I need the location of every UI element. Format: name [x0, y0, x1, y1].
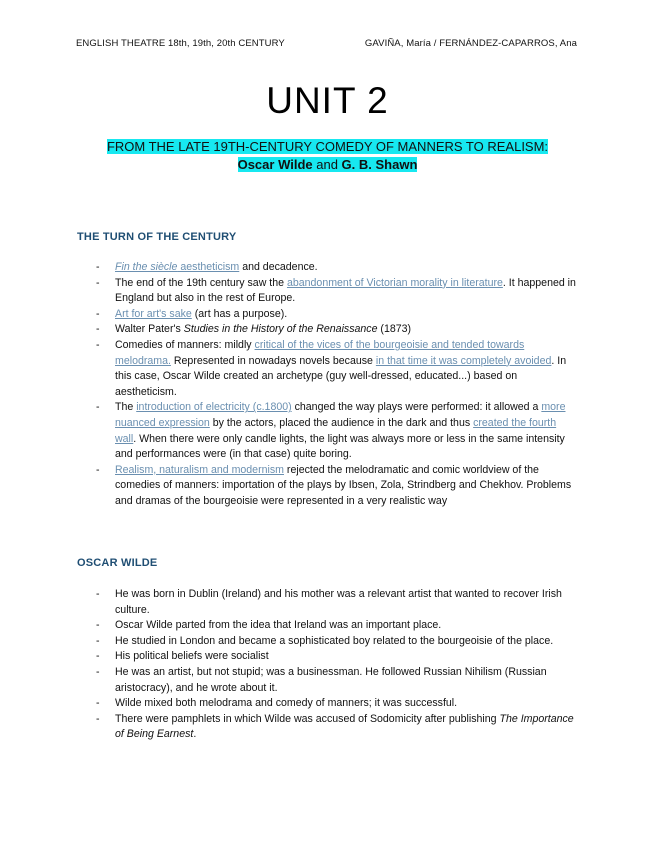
- author-shaw: G. B. Shawn: [341, 157, 418, 172]
- link-more-nuanced-expression[interactable]: more nuanced expression: [115, 401, 566, 429]
- item-text: rejected the melodramatic and comic worldview of the comedies of manners: importation of the plays by Ibsen, Zola, Strindberg and Chekhov. Problems and dramas of the bourgeoisie were represented in a very realistic way: [115, 463, 572, 507]
- item-text: Walter Pater's: [115, 323, 184, 336]
- link-victorian-morality[interactable]: abandonment of Victorian morality in literature: [286, 276, 503, 289]
- item-text: The: [115, 401, 137, 414]
- list-item: [96, 322, 578, 338]
- subtitle-line: FROM THE LATE 19TH-CENTURY COMEDY OF MANNERS TO REALISM:: [106, 139, 549, 154]
- list-item: - He was born in Dublin (Ireland) and his mother was a relevant artist that wanted to recover Irish culture.: [96, 587, 578, 618]
- item-text: .: [193, 728, 197, 741]
- link-completely-avoided[interactable]: in that time it was completely avoided: [375, 354, 552, 367]
- unit-subtitle: [100, 138, 555, 174]
- list-item: [96, 712, 578, 743]
- item-text: . When there were only candle lights, the light was always more or less in the same intensity and performances were (in that case) quite boring.: [115, 432, 565, 461]
- link-introduction-of-electricity[interactable]: introduction of electricity (c.1800): [136, 401, 292, 414]
- oscar-wilde-list: [96, 587, 578, 743]
- subtitle-authors: [238, 157, 418, 172]
- link-art-for-arts-sake[interactable]: Art for art's sake: [115, 307, 192, 320]
- link-fourth-wall[interactable]: created the fourth wall: [115, 416, 557, 445]
- running-header-right: GAVIÑA, María / FERNÁNDEZ-CAPARROS, Ana: [364, 38, 577, 49]
- list-item: [96, 260, 578, 276]
- fin-de-siecle-text: Fin the siècle: [115, 261, 178, 273]
- list-item: - His political beliefs were socialist: [96, 649, 578, 665]
- item-text: . It happened in England but also in the rest of Europe.: [115, 276, 576, 305]
- item-text: (1873): [377, 323, 412, 336]
- item-text: Comedies of manners: mildly: [115, 338, 255, 351]
- list-item: - He studied in London and became a sophisticated boy related to the bourgeoisie of the place.: [96, 634, 578, 650]
- list-item: [96, 307, 578, 323]
- item-text: There were pamphlets in which Wilde was accused of Sodomicity after publishing: [115, 712, 500, 725]
- link-critical-of-vices[interactable]: critical of the vices of the bourgeoisie and tended towards melodrama.: [115, 338, 525, 367]
- play-title: The Importance of Being Earnest: [115, 712, 574, 741]
- item-text: The end of the 19th century saw the: [115, 276, 287, 289]
- item-text: Represented in nowadays novels because: [170, 354, 376, 367]
- list-item: [96, 463, 578, 510]
- book-title: Studies in the History of the Renaissance: [183, 323, 378, 336]
- section-heading-oscar-wilde: OSCAR WILDE: [77, 557, 158, 569]
- item-text: and decadence.: [239, 261, 318, 273]
- turn-of-century-list: [96, 260, 578, 510]
- list-item: - Wilde mixed both melodrama and comedy of manners; it was successful.: [96, 696, 578, 712]
- list-item: [96, 400, 578, 462]
- unit-title: UNIT 2: [266, 80, 389, 121]
- running-header-left: ENGLISH THEATRE 18th, 19th, 20th CENTURY: [76, 38, 285, 49]
- link-realism-naturalism-modernism[interactable]: Realism, naturalism and modernism: [115, 463, 284, 476]
- list-item: - He was an artist, but not stupid; was a businessman. He followed Russian Nihilism (Russian aristocracy), and he wrote about it.: [96, 665, 578, 696]
- subtitle-and: and: [312, 157, 342, 172]
- list-item: - Oscar Wilde parted from the idea that Ireland was an important place.: [96, 618, 578, 634]
- item-text: . In this case, Oscar Wilde created an archetype (guy well-dressed, educated...) based on aestheticism.: [115, 354, 567, 398]
- author-wilde: Oscar Wilde: [237, 157, 313, 172]
- item-text: (art has a purpose).: [191, 307, 288, 320]
- list-item: [96, 276, 578, 307]
- section-heading-turn-of-century: THE TURN OF THE CENTURY: [77, 231, 237, 243]
- item-text: changed the way plays were performed: it allowed a: [291, 401, 542, 414]
- aestheticism-text: aestheticism: [177, 261, 240, 273]
- item-text: by the actors, placed the audience in the dark and thus: [209, 416, 474, 429]
- link-fin-de-siecle[interactable]: [115, 261, 239, 273]
- list-item: [96, 338, 578, 400]
